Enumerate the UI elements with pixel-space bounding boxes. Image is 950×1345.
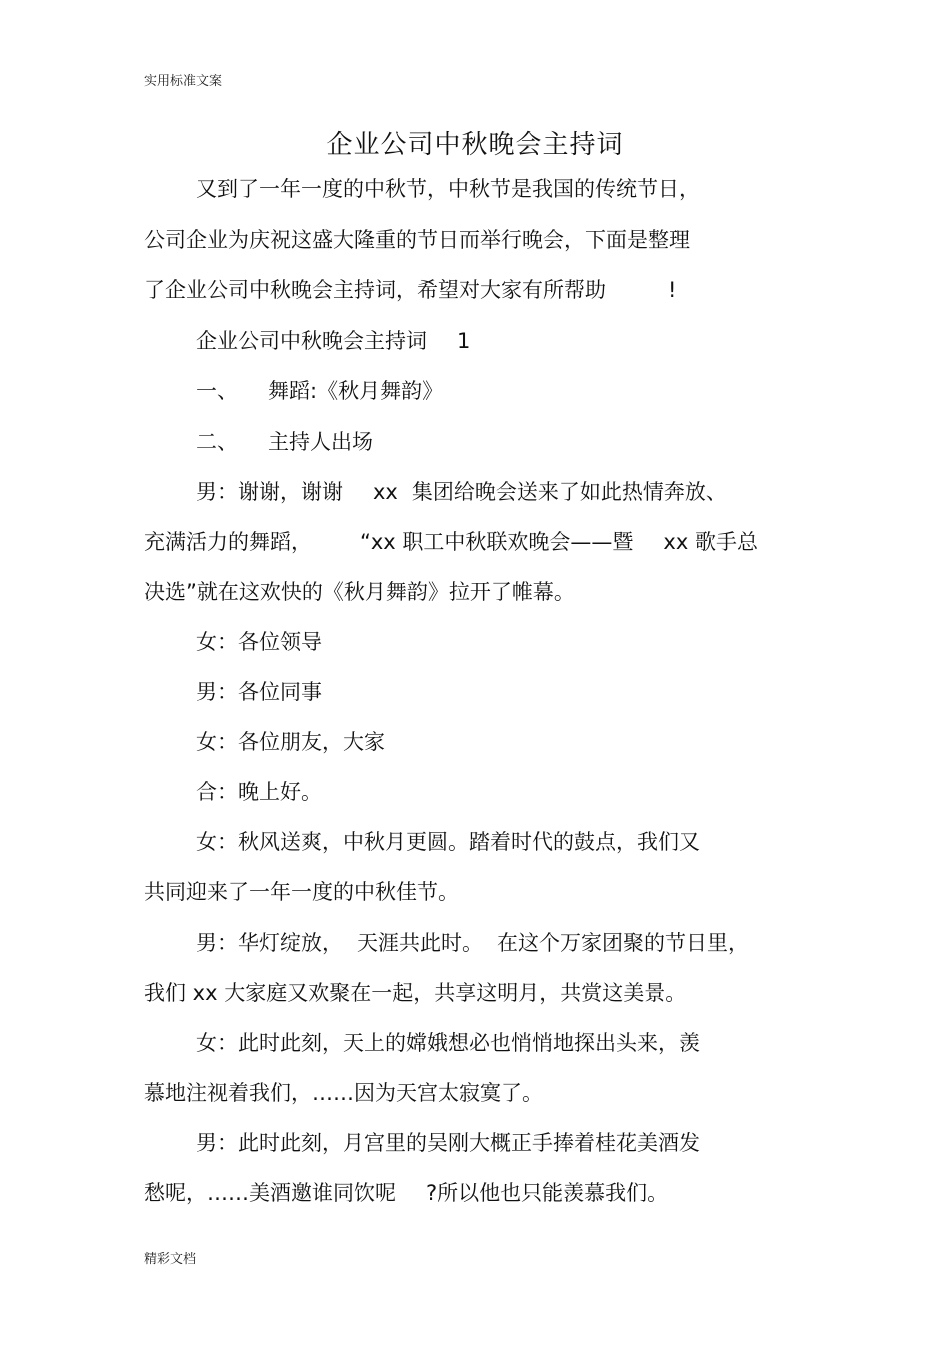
script-line-2-a: 充满活力的舞蹈， — [144, 530, 312, 554]
script-line-7: 合：晚上好。 — [196, 780, 322, 804]
program-item-1 — [196, 376, 443, 406]
script-line-6: 女：各位朋友，大家 — [196, 730, 385, 754]
section-heading-text: 企业公司中秋晚会主持词 — [196, 329, 427, 353]
script-line-10 — [196, 928, 749, 958]
program-item-1-text: 舞蹈:《秋月舞韵》 — [268, 379, 444, 403]
section-heading-number: 1 — [457, 329, 471, 353]
program-item-2-text: 主持人出场 — [268, 430, 373, 454]
script-line-8: 女：秋风送爽，中秋月更圆。踏着时代的鼓点，我们又 — [196, 830, 700, 854]
script-line-13: 慕地注视着我们，……因为天宫太寂寞了。 — [144, 1081, 543, 1105]
script-line-9: 共同迎来了一年一度的中秋佳节。 — [144, 880, 459, 904]
intro-line-3-mark: ! — [668, 278, 677, 302]
section-heading — [196, 326, 470, 356]
script-line-15-a: 愁呢，……美酒邀谁同饮呢 — [144, 1181, 396, 1205]
script-line-4: 女：各位领导 — [196, 630, 322, 654]
program-item-2-number: 二、 — [196, 430, 238, 454]
script-line-14: 男：此时此刻，月宫里的吴刚大概正手捧着桂花美酒发 — [196, 1131, 700, 1155]
script-line-10-b: 天涯共此时。 — [357, 931, 483, 955]
script-line-5: 男：各位同事 — [196, 680, 322, 704]
script-line-3: 决选”就在这欢快的《秋月舞韵》拉开了帷幕。 — [144, 580, 575, 604]
program-item-1-number: 一、 — [196, 379, 238, 403]
script-line-1 — [196, 477, 727, 507]
script-line-1-a: 男：谢谢，谢谢 — [196, 480, 343, 504]
intro-line-1: 又到了一年一度的中秋节，中秋节是我国的传统节日， — [196, 177, 700, 201]
intro-line-3 — [144, 275, 676, 305]
script-line-2-b: “xx 职工中秋联欢晚会——暨 — [360, 530, 634, 554]
document-title: 企业公司中秋晚会主持词 — [326, 130, 624, 160]
script-line-2 — [144, 527, 758, 557]
footer-label: 精彩文档 — [144, 1252, 197, 1267]
script-line-12: 女：此时此刻，天上的嫦娥想必也悄悄地探出头来，羡 — [196, 1031, 700, 1055]
program-item-2 — [196, 427, 373, 457]
script-line-10-a: 男：华灯绽放， — [196, 931, 343, 955]
script-line-10-c: 在这个万家团聚的节日里， — [497, 931, 749, 955]
script-line-15 — [144, 1178, 668, 1208]
header-label: 实用标准文案 — [144, 74, 223, 89]
script-line-11: 我们 xx 大家庭又欢聚在一起，共享这明月，共赏这美景。 — [144, 981, 687, 1005]
script-line-1-c: 集团给晚会送来了如此热情奔放、 — [411, 480, 727, 504]
script-line-15-b: ?所以他也只能羡慕我们。 — [426, 1181, 669, 1205]
script-line-2-c: xx 歌手总 — [663, 530, 758, 554]
intro-line-2: 公司企业为庆祝这盛大隆重的节日而举行晚会，下面是整理 — [144, 228, 690, 252]
script-line-1-b: xx — [373, 480, 398, 504]
intro-line-3-text: 了企业公司中秋晚会主持词，希望对大家有所帮助 — [144, 278, 606, 302]
